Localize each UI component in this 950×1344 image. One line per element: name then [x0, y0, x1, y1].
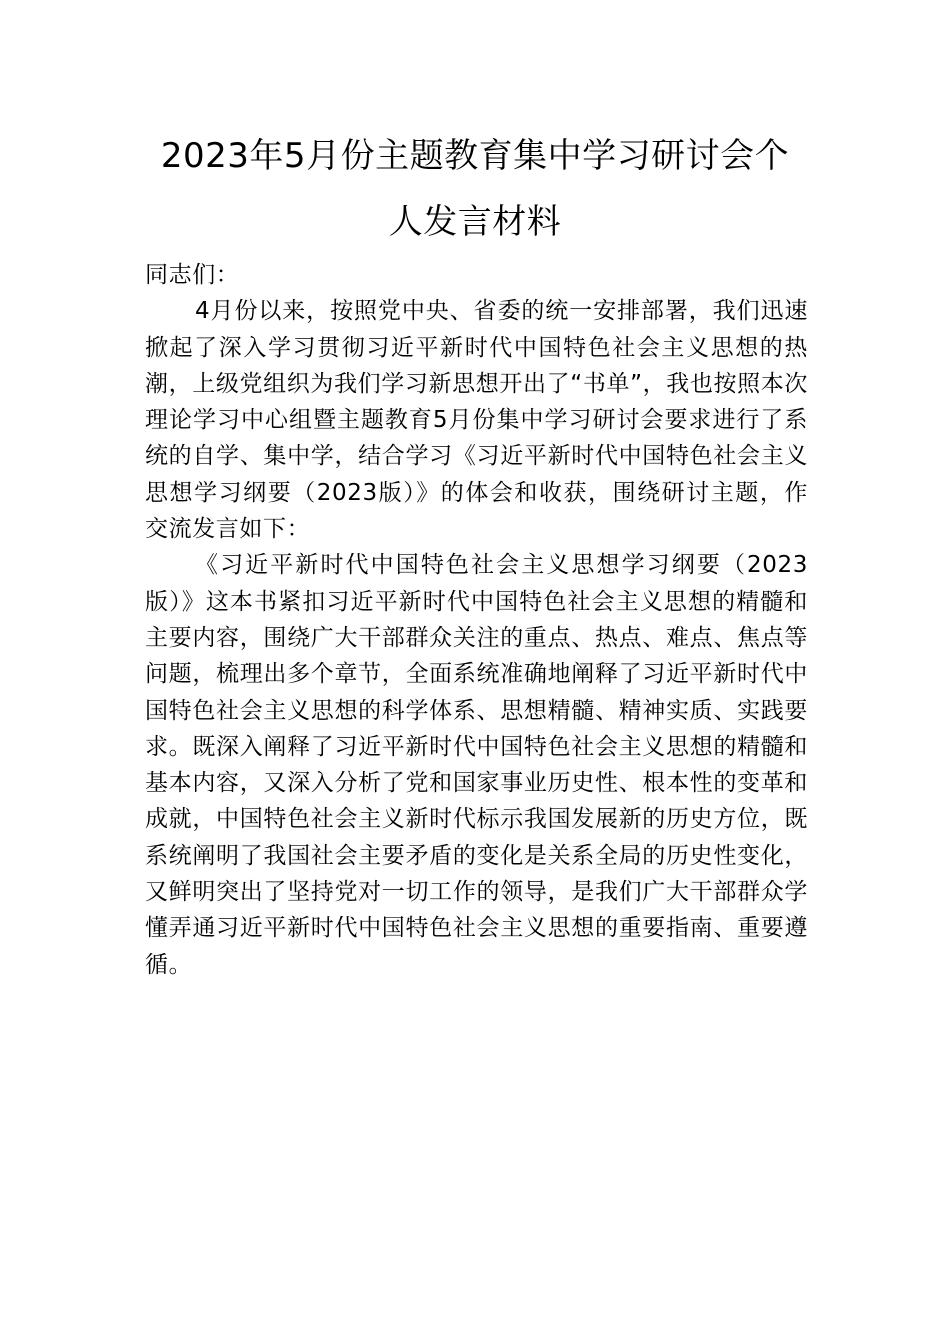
- document-title-line-2: 人发言材料: [388, 202, 562, 242]
- paragraph-2: 《习近平新时代中国特色社会主义思想学习纲要（2023版）》这本书紧扣习近平新时代中国特色社会主义思想的精髓和主要内容，围绕广大干部群众关注的重点、热点、难点、焦点等问题，梳理出多个章节，全面系统准确地阐释了习近平新时代中国特色社会主义思想的科学体系、思想精髓、精神实质、实践要求。既深入阐释了习近平新时代中国特色社会主义思想的精髓和基本内容，又深入分析了党和国家事业历史性、根本性的变革和成就，中国特色社会主义新时代标示我国发展新的历史方位，既系统阐明了我国社会主要矛盾的变化是关系全局的历史性变化，又鲜明突出了坚持党对一切工作的领导，是我们广大干部群众学懂弄通习近平新时代中国特色社会主义思想的重要指南、重要遵循。: [145, 552, 808, 978]
- paragraph-1: 4月份以来，按照党中央、省委的统一安排部署，我们迅速掀起了深入学习贯彻习近平新时代中国特色社会主义思想的热潮，上级党组织为我们学习新思想开出了“书单”，我也按照本次理论学习中心组暨主题教育5月份集中学习研讨会要求进行了系统的自学、集中学，结合学习《习近平新时代中国特色社会主义思想学习纲要（2023版）》的体会和收获，围绕研讨主题，作交流发言如下：: [145, 298, 808, 543]
- document-title-line-1: 2023年5月份主题教育集中学习研讨会个: [160, 136, 790, 176]
- salutation: 同志们：: [145, 262, 240, 288]
- document-body: [145, 257, 808, 983]
